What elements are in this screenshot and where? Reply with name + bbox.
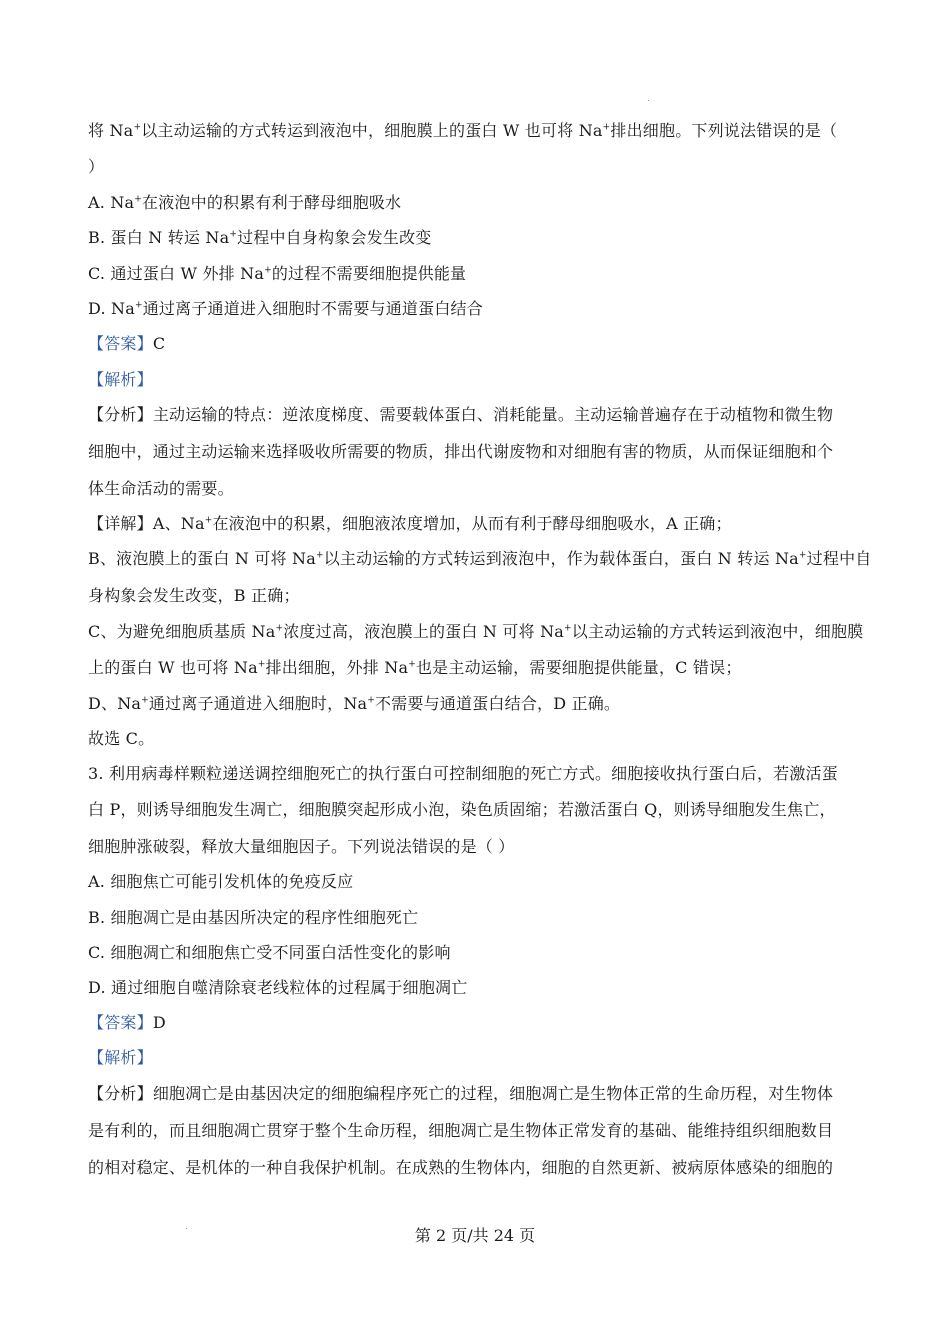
- q2-analysis-heading: 【解析】: [88, 370, 153, 389]
- q3-stem-line: 细胞肿涨破裂，释放大量细胞因子。下列说法错误的是（ ）: [88, 837, 515, 856]
- q3-option-d: D. 通过细胞自噬清除衰老线粒体的过程属于细胞凋亡: [88, 978, 468, 997]
- q2-option-d: D. Na+通过离子通道进入细胞时不需要与通道蛋白结合: [88, 299, 483, 318]
- q2-stem-line: ）: [88, 157, 105, 176]
- fenxi-tag: 【分析】: [88, 1084, 153, 1103]
- q3-answer: 【答案】D: [88, 1013, 166, 1032]
- answer-tag: 【答案】: [88, 1013, 153, 1032]
- q3-fenxi-line: 【分析】细胞凋亡是由基因决定的细胞编程序死亡的过程，细胞凋亡是生物体正常的生命历程，对生物体: [88, 1084, 834, 1103]
- q2-xiangjie-line: 身构象会发生改变，B 正确；: [88, 586, 300, 605]
- q3-stem-line: 白 P，则诱导细胞发生凋亡，细胞膜突起形成小泡，染色质固缩；若激活蛋白 Q，则诱导细胞发生焦亡，: [88, 800, 836, 819]
- q2-conclusion: 故选 C。: [88, 729, 155, 748]
- q2-xiangjie-line: D、Na+通过离子通道进入细胞时，Na+不需要与通道蛋白结合，D 正确。: [88, 694, 621, 713]
- q2-option-b: B. 蛋白 N 转运 Na+过程中自身构象会发生改变: [88, 228, 432, 247]
- q2-fenxi-line: 【分析】主动运输的特点：逆浓度梯度、需要载体蛋白、消耗能量。主动运输普遍存在于动植物和微生物: [88, 405, 834, 424]
- q2-fenxi-line: 体生命活动的需要。: [88, 479, 234, 498]
- scan-dot: [648, 100, 649, 101]
- q3-stem-line: 3. 利用病毒样颗粒递送调控细胞死亡的执行蛋白可控制细胞的死亡方式。细胞接收执行蛋白后，若激活蛋: [88, 764, 838, 783]
- q2-fenxi-line: 细胞中，通过主动运输来选择吸收所需要的物质，排出代谢废物和对细胞有害的物质，从而保证细胞和个: [88, 442, 834, 461]
- q3-analysis-heading: 【解析】: [88, 1048, 153, 1067]
- q2-stem-line: 将 Na+以主动运输的方式转运到液泡中，细胞膜上的蛋白 W 也可将 Na+排出细胞。下列说法错误的是（: [88, 121, 838, 140]
- q3-fenxi-line: 是有利的，而且细胞凋亡贯穿于整个生命历程，细胞凋亡是生物体正常发育的基础、能维持组织细胞数目: [88, 1121, 834, 1140]
- q2-xiangjie-line: B、液泡膜上的蛋白 N 可将 Na+以主动运输的方式转运到液泡中，作为载体蛋白，蛋白 N 转运 Na+过程中自: [88, 549, 872, 568]
- fenxi-tag: 【分析】: [88, 405, 153, 424]
- q3-option-b: B. 细胞凋亡是由基因所决定的程序性细胞死亡: [88, 908, 419, 927]
- q2-xiangjie-line: 上的蛋白 W 也可将 Na+排出细胞，外排 Na+也是主动运输，需要细胞提供能量，C 错误；: [88, 658, 742, 677]
- answer-tag: 【答案】: [88, 334, 153, 353]
- q2-xiangjie-line: 【详解】A、Na+在液泡中的积累，细胞液浓度增加，从而有利于酵母细胞吸水，A 正确；: [88, 514, 732, 533]
- xiangjie-tag: 【详解】: [88, 514, 153, 533]
- q2-answer: 【答案】C: [88, 334, 166, 353]
- q2-option-c: C. 通过蛋白 W 外排 Na+的过程不需要细胞提供能量: [88, 264, 467, 283]
- q3-option-c: C. 细胞凋亡和细胞焦亡受不同蛋白活性变化的影响: [88, 943, 451, 962]
- q2-xiangjie-line: C、为避免细胞质基质 Na+浓度过高，液泡膜上的蛋白 N 可将 Na+以主动运输的方式转运到液泡中，细胞膜: [88, 622, 864, 641]
- q2-option-a: A. Na+在液泡中的积累有利于酵母细胞吸水: [88, 193, 402, 212]
- q3-fenxi-line: 的相对稳定、是机体的一种自我保护机制。在成熟的生物体内，细胞的自然更新、被病原体感染的细胞的: [88, 1158, 834, 1177]
- q3-option-a: A. 细胞焦亡可能引发机体的免疫反应: [88, 872, 354, 891]
- page-footer: 第 2 页/共 24 页: [414, 1226, 536, 1245]
